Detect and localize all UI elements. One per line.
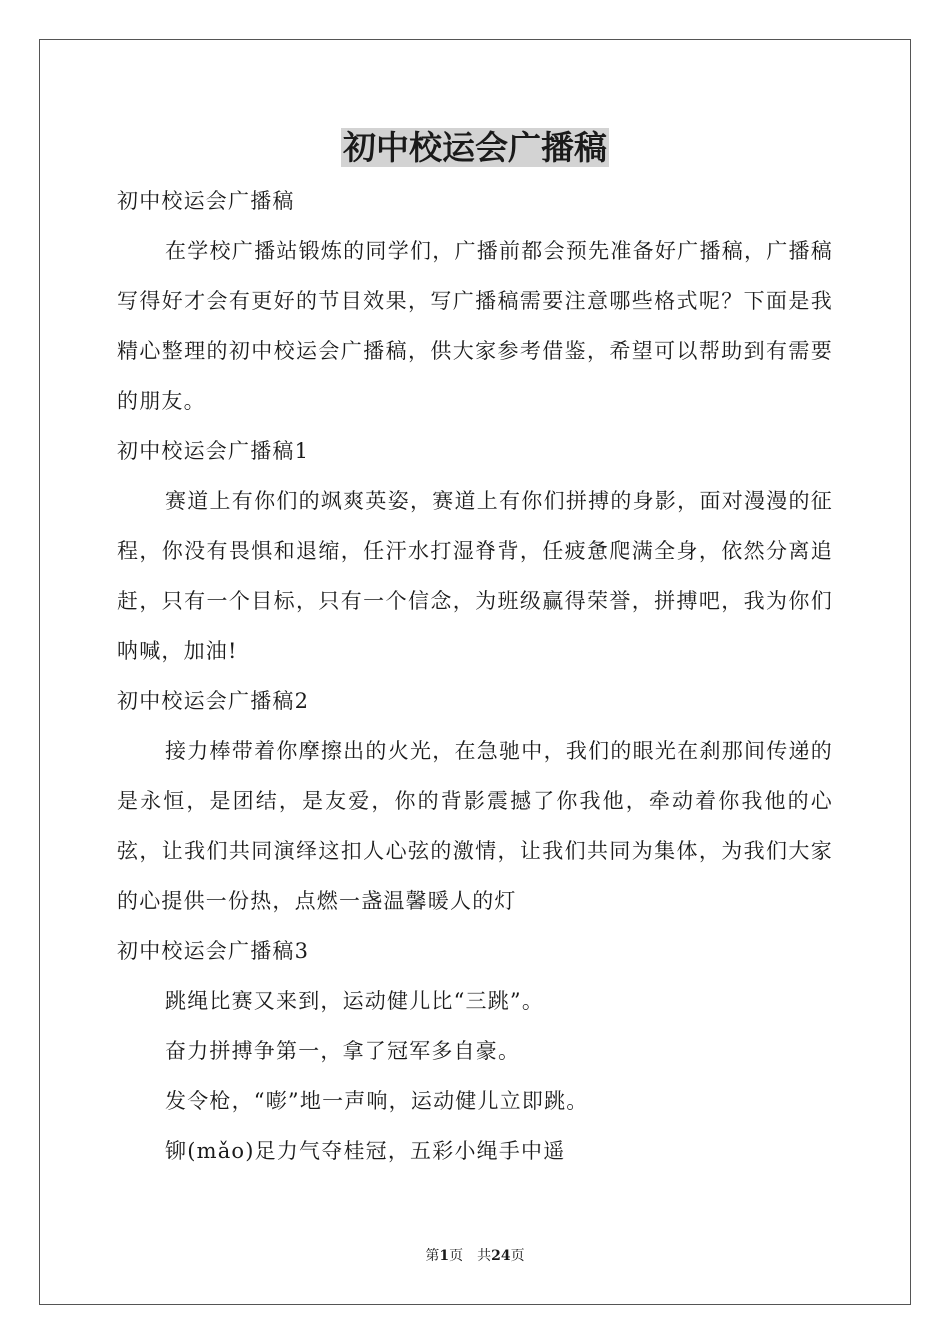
poem-line: 跳绳比赛又来到，运动健儿比“三跳”。 <box>165 989 545 1013</box>
poem-line: 发令枪，“嘭”地一声响，运动健儿立即跳。 <box>165 1089 589 1113</box>
intro-paragraph: 在学校广播站锻炼的同学们，广播前都会预先准备好广播稿，广播稿写得好才会有更好的节目效果，写广播稿需要注意哪些格式呢？下面是我精心整理的初中校运会广播稿，供大家参考借鉴，希望可以帮助到有需要的朋友。 <box>117 239 833 413</box>
page-label-suffix: 页 <box>510 1248 525 1264</box>
document-title-text: 初中校运会广播稿 <box>343 128 607 167</box>
page-footer <box>0 1246 950 1266</box>
section-body-1: 赛道上有你们的飒爽英姿，赛道上有你们拼搏的身影，面对漫漫的征程，你没有畏惧和退缩，任汗水打湿脊背，任疲惫爬满全身，依然分离追赶，只有一个目标，只有一个信念，为班级赢得荣誉，拼搏吧，我为你们呐喊，加油! <box>117 489 833 663</box>
page-total-number: 24 <box>491 1248 511 1264</box>
page-label-prefix: 第 <box>425 1248 440 1264</box>
section-heading-2: 初中校运会广播稿2 <box>117 689 310 713</box>
poem-line: 奋力拼搏争第一，拿了冠军多自豪。 <box>165 1039 521 1063</box>
document-title <box>0 126 950 170</box>
section-heading-3: 初中校运会广播稿3 <box>117 939 310 963</box>
page-current-number: 1 <box>439 1248 450 1264</box>
section-body-2: 接力棒带着你摩擦出的火光，在急驰中，我们的眼光在刹那间传递的是永恒，是团结，是友爱，你的背影震撼了你我他，牵动着你我他的心弦，让我们共同演绎这扣人心弦的激情，让我们共同为集体，为我们大家的心提供一份热，点燃一盏温馨暖人的灯 <box>117 739 833 913</box>
section-heading-1: 初中校运会广播稿1 <box>117 439 310 463</box>
poem-line: 铆(mǎo)足力气夺桂冠，五彩小绳手中遥 <box>165 1139 566 1163</box>
page-label-mid: 页 共 <box>449 1248 492 1264</box>
document-body <box>117 176 833 1176</box>
document-subtitle: 初中校运会广播稿 <box>117 189 295 213</box>
